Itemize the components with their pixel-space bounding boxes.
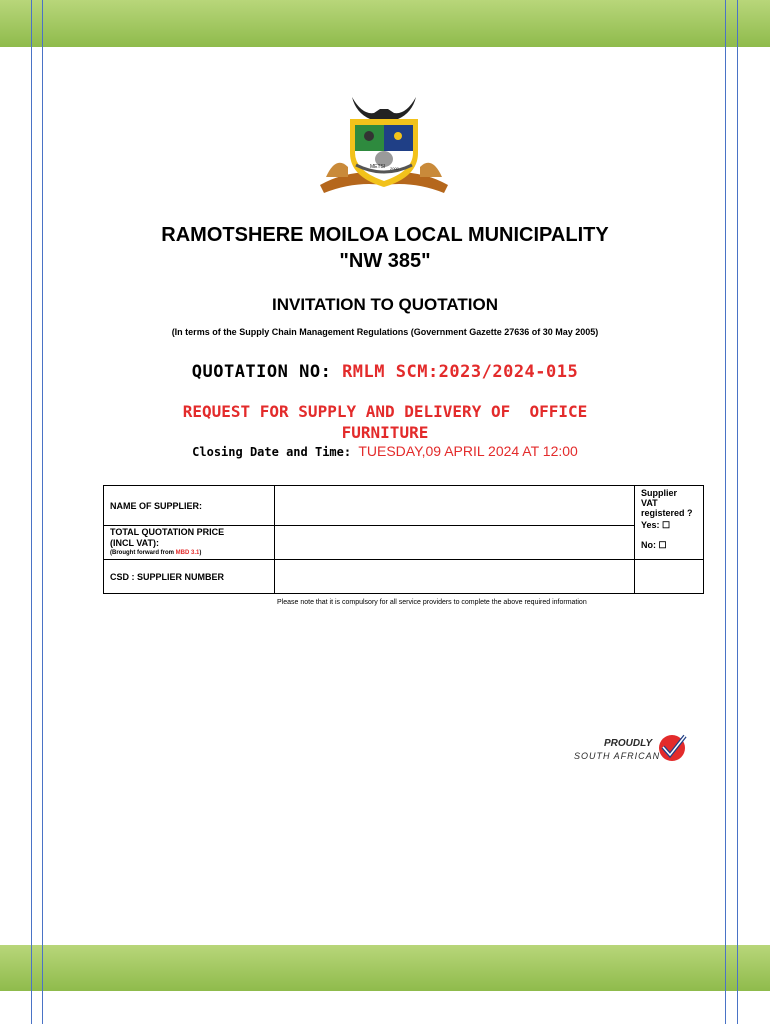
total-price-label-1: TOTAL QUOTATION PRICE xyxy=(110,527,225,537)
vat-yes-label: Yes: xyxy=(641,520,660,530)
page-border-left-outer xyxy=(31,0,32,1024)
closing-date-line xyxy=(0,443,770,459)
logo-motto: METSI xyxy=(370,164,386,170)
header-band xyxy=(0,0,770,47)
table-row xyxy=(104,486,704,526)
municipality-name: RAMOTSHERE MOILOA LOCAL MUNICIPALITY xyxy=(161,224,609,246)
vat-yes-option[interactable] xyxy=(641,520,697,530)
municipality-coat-of-arms xyxy=(318,93,450,205)
compulsory-note: Please note that it is compulsory for all service providers to complete the above required information xyxy=(277,599,587,606)
total-price-field[interactable] xyxy=(275,526,635,560)
footer-band xyxy=(0,945,770,991)
page-border-left-inner xyxy=(42,0,43,1024)
vat-no-option[interactable] xyxy=(641,540,697,550)
badge-line-2: SOUTH AFRICAN xyxy=(574,751,661,761)
table-row xyxy=(104,560,704,594)
supplier-info-table xyxy=(103,485,704,594)
closing-date: TUESDAY,09 APRIL 2024 AT 12:00 xyxy=(358,443,578,459)
csd-supplier-number-field[interactable] xyxy=(275,560,635,594)
price-source-ref: MBD 3.1 xyxy=(175,550,200,556)
invitation-title: INVITATION TO QUOTATION xyxy=(271,295,499,314)
supplier-name-field[interactable] xyxy=(275,486,635,526)
price-source-suffix: ) xyxy=(199,550,202,556)
request-line-1: REQUEST FOR SUPPLY AND DELIVERY OF OFFICE xyxy=(182,402,588,421)
page-border-right-outer xyxy=(737,0,738,1024)
total-price-label-cell xyxy=(104,526,275,560)
vat-no-label: No: xyxy=(641,540,656,550)
price-source-prefix: (Brought forward from xyxy=(110,550,176,556)
proudly-south-african-badge xyxy=(572,728,692,764)
request-line-2: FURNITURE xyxy=(341,423,429,442)
municipality-title xyxy=(0,222,770,274)
name-of-supplier-label: NAME OF SUPPLIER: xyxy=(104,486,275,526)
logo-year: 2000 xyxy=(390,166,399,171)
total-price-label-2: (INCL VAT): xyxy=(110,538,159,548)
checkmark-logo-icon xyxy=(654,730,690,764)
csd-empty-cell xyxy=(635,560,704,594)
closing-label: Closing Date and Time: xyxy=(192,445,352,459)
vat-yes-checkbox[interactable]: ☐ xyxy=(662,520,671,530)
request-title xyxy=(0,401,770,443)
table-row xyxy=(104,526,704,560)
vat-registered-label: Supplier VAT registered ? xyxy=(641,488,693,518)
price-source-note xyxy=(110,549,268,558)
invitation-subtitle: (In terms of the Supply Chain Management Regulations (Government Gazette 27636 of 30 May 2005) xyxy=(171,327,599,337)
quotation-number-line xyxy=(0,362,770,382)
quotation-label: QUOTATION NO: xyxy=(191,362,332,382)
quotation-number: RMLM SCM:2023/2024-015 xyxy=(342,362,579,382)
badge-line-1: PROUDLY xyxy=(604,738,653,749)
csd-supplier-number-label: CSD : SUPPLIER NUMBER xyxy=(104,560,275,594)
vat-no-checkbox[interactable]: ☐ xyxy=(658,540,667,550)
vat-registered-cell xyxy=(635,486,704,560)
page-border-right-inner xyxy=(725,0,726,1024)
municipality-code: "NW 385" xyxy=(339,250,431,272)
